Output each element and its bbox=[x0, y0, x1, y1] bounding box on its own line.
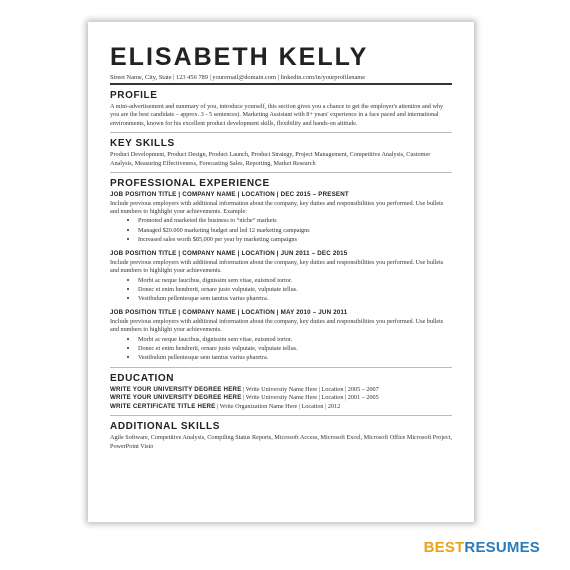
brand-logo bbox=[424, 539, 540, 556]
job-title: JOB POSITION TITLE | COMPANY NAME | LOCATION | DEC 2015 – PRESENT bbox=[110, 191, 349, 199]
contact-line: Street Name, City, State | 123 456 789 | youremail@domain.com | linkedin.com/in/yourprofilename bbox=[110, 74, 366, 81]
job-bullet: • Morbi ac neque faucibus, dignissim sem vitae, euismod tortor. bbox=[138, 335, 452, 344]
education-degree: WRITE YOUR UNIVERSITY DEGREE HERE bbox=[110, 394, 242, 402]
brand-logo-part1: BEST bbox=[423, 539, 465, 556]
key-skills-heading: KEY SKILLS bbox=[110, 138, 175, 150]
education-line bbox=[110, 403, 452, 412]
job-entry bbox=[110, 309, 452, 362]
job-bullet: • Promoted and marketed the business to “niche” markets bbox=[138, 216, 452, 225]
resume-page bbox=[88, 22, 474, 522]
job-bullets bbox=[110, 216, 452, 244]
education-degree: WRITE YOUR UNIVERSITY DEGREE HERE bbox=[110, 385, 242, 393]
additional-skills-section bbox=[110, 421, 452, 451]
education-details: | Write University Name Here | Location | 2001 – 2005 bbox=[241, 394, 379, 402]
job-bullet: • Morbi ac neque faucibus, dignissim sem vitae, euismod tortor. bbox=[138, 276, 452, 285]
profile-heading: PROFILE bbox=[110, 90, 158, 101]
job-bullet: • Donec et enim hendrerit, ornare justo vulputate, vulputate tellus. bbox=[138, 285, 452, 294]
job-bullet: • Managed $20.000 marketing budget and led 12 marketing campaigns bbox=[138, 226, 452, 235]
education-degree: WRITE CERTIFICATE TITLE HERE bbox=[110, 402, 216, 410]
section-divider bbox=[110, 415, 452, 416]
job-bullet: • Vestibulum pellentesque sem tamtus varius pharetra. bbox=[138, 353, 452, 362]
job-bullets bbox=[110, 335, 452, 363]
job-entry bbox=[110, 250, 452, 303]
education-line bbox=[110, 394, 452, 403]
profile-section bbox=[110, 90, 452, 133]
job-entry bbox=[110, 191, 452, 244]
job-description: Include previous employers with additional information about the company, key duties and responsibilities you performed. Use bullets and numbers to highlight your achievements. bbox=[110, 258, 444, 275]
job-title: JOB POSITION TITLE | COMPANY NAME | LOCATION | JUN 2011 – DEC 2015 bbox=[110, 250, 348, 258]
job-bullet: • Vestibulum pellentesque sem tamtus varius pharetra. bbox=[138, 294, 452, 303]
key-skills-text: Product Development, Product Design, Product Launch, Product Strategy, Project Management, Competitive Analysis, Customer Analysis, Measuring Effectiveness, Forecasting Sales, Reporting, Market Research bbox=[110, 151, 431, 167]
section-divider bbox=[110, 172, 452, 173]
header-divider bbox=[110, 83, 452, 85]
education-section bbox=[110, 373, 452, 417]
experience-section bbox=[110, 178, 452, 368]
additional-skills-text: Agile Software, Competitive Analysis, Compiling Status Reports, Microsoft Access, Microsoft Excel, Microsoft Office Microsoft Project, PowerPoint Visio bbox=[110, 434, 452, 450]
job-bullet: • Increased sales worth $85,000 per year by marketing campaigns bbox=[138, 235, 452, 244]
additional-skills-heading: ADDITIONAL SKILLS bbox=[110, 421, 221, 433]
job-description: Include previous employers with additional information about the company, key duties and responsibilities you performed. Use bullets and numbers to highlight your achievements. bbox=[110, 317, 444, 334]
education-heading: EDUCATION bbox=[110, 372, 175, 384]
education-details: | Write Organization Name Here | Location | 2012 bbox=[215, 402, 341, 410]
job-description: Include previous employers with additional information about the company, key duties and responsibilities you performed. Use bullets and numbers to highlight your achievements. Example: bbox=[110, 199, 444, 215]
resume-name: ELISABETH KELLY bbox=[110, 43, 369, 71]
job-bullet: • Donec et enim hendrerit, ornare justo vulputate, vulputate tellus. bbox=[138, 344, 452, 353]
brand-logo-part2: RESUMES bbox=[464, 539, 540, 556]
section-divider bbox=[110, 367, 452, 368]
key-skills-section bbox=[110, 138, 452, 173]
education-line bbox=[110, 386, 452, 395]
job-title: JOB POSITION TITLE | COMPANY NAME | LOCATION | MAY 2010 – JUN 2011 bbox=[110, 309, 348, 317]
section-divider bbox=[110, 132, 452, 133]
experience-heading: PROFESSIONAL EXPERIENCE bbox=[110, 178, 270, 190]
profile-text: A mini-advertisement and summary of you, introduce yourself, this section gives you a chance to get the employer's attention and why you are the best candidate – approx. 3 - 5 sentences). Marketing Assistant with 8+ years' experience in a face paced and international environments, known for his excellent product development skills, flexibility and hands-on attitude. bbox=[110, 103, 444, 127]
job-bullets bbox=[110, 276, 452, 304]
education-details: | Write University Name Here | Location | 2005 – 2007 bbox=[241, 385, 379, 393]
